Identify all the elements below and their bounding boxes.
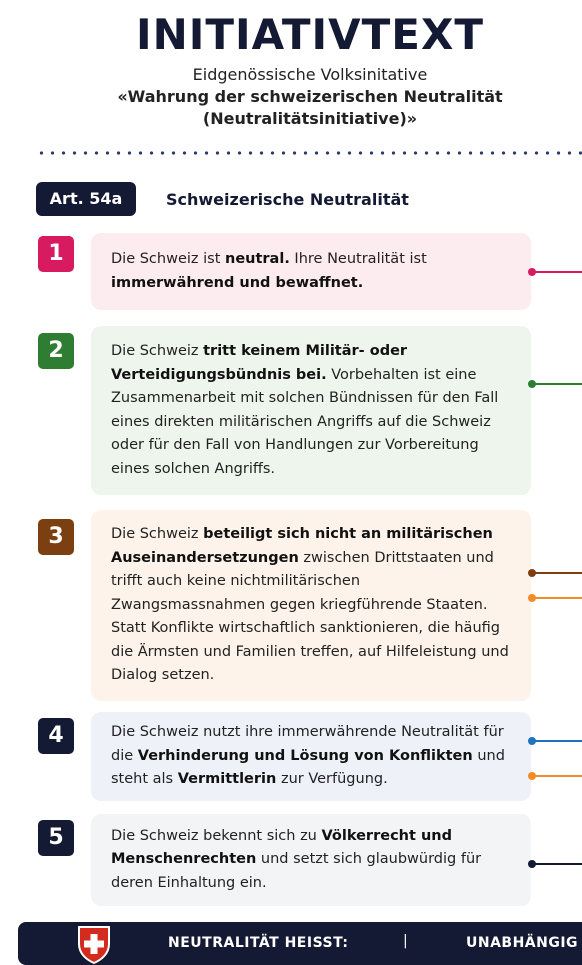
paragraph-text <box>111 340 517 481</box>
article-title: Schweizerische Neutralität <box>166 190 409 209</box>
subtitle-line-3: (Neutralitätsinitiative)» <box>202 109 418 128</box>
paragraph-text-segment: Vorbehalten ist eine Zusammenarbeit mit solchen Bündnissen für den Fall eines direkten militärischen Angriffs auf die Schweiz oder für den Fall von Handlungen zur Vorbereitung eines solchen Angriffs. <box>111 366 499 477</box>
connector-line-navy <box>532 863 582 865</box>
paragraph-text-bold: Völkerrecht und Menschenrechten <box>111 827 452 868</box>
paragraph-number-1: 1 <box>38 236 74 272</box>
paragraph-number-5: 5 <box>38 820 74 856</box>
connector-line-pink <box>532 271 582 273</box>
paragraph-text-segment: Die Schweiz ist <box>111 251 225 267</box>
paragraph-text <box>111 248 517 295</box>
paragraph-text <box>111 721 517 792</box>
paragraph-text-bold: tritt keinem Militär- oder Verteidigungsbündnis bei. <box>111 343 408 383</box>
dotted-divider <box>36 150 582 156</box>
subtitle <box>0 64 582 130</box>
swiss-shield-icon <box>76 924 112 964</box>
page-title: INITIATIVTEXT <box>135 10 485 59</box>
paragraph-number-2: 2 <box>38 333 74 369</box>
footer-next-item: UNABHÄNGIG <box>466 935 579 951</box>
connector-line-orange <box>532 597 582 599</box>
paragraph-card-3 <box>91 510 531 701</box>
paragraph-text <box>111 825 517 896</box>
paragraph-card-5 <box>91 814 531 906</box>
paragraph-text-bold: neutral. <box>225 251 290 267</box>
footer-separator: | <box>403 933 408 949</box>
paragraph-text-bold: Vermittlerin <box>177 771 277 788</box>
paragraph-text-segment: Die Schweiz <box>111 343 204 359</box>
paragraph-text-segment: Die Schweiz bekennt sich zu <box>111 827 322 844</box>
paragraph-text-segment: zwischen Drittstaaten und trifft auch keine nichtmilitärischen Zwangsmassnahmen gegen kriegführende Staaten. Statt Konflikte wirtschaftlich sanktionieren, die häufig die Ärmsten und Familien treffen, auf Hilfeleistung und Dialog setzen. <box>111 549 509 684</box>
connector-line-green <box>532 383 582 385</box>
subtitle-line-2: «Wahrung der schweizerischen Neutralität <box>117 87 503 106</box>
paragraph-card-2 <box>91 326 531 495</box>
paragraph-number-4: 4 <box>38 718 74 754</box>
paragraph-text-segment: Die Schweiz <box>111 526 204 543</box>
paragraph-card-1 <box>91 233 531 310</box>
paragraph-card-4 <box>91 712 531 801</box>
connector-line-brown <box>532 572 582 574</box>
paragraph-number-3: 3 <box>38 519 74 555</box>
paragraph-text-bold: Verhinderung und Lösung von Konflikten <box>137 747 473 764</box>
paragraph-text-bold: beteiligt sich nicht an militärischen Auseinandersetzungen <box>111 526 493 566</box>
paragraph-text-segment: und setzt sich glaubwürdig für deren Einhaltung ein. <box>111 851 482 891</box>
paragraph-text-segment: zur Verfügung. <box>276 771 388 788</box>
article-badge: Art. 54a <box>36 182 136 216</box>
paragraph-text-segment: und steht als <box>111 747 505 788</box>
paragraph-text-segment: Die Schweiz nutzt ihre immerwährende Neutralität für die <box>111 724 504 764</box>
paragraph-text-bold: immerwährend und bewaffnet. <box>111 274 364 291</box>
paragraph-text-segment: Ihre Neutralität ist <box>289 251 427 267</box>
paragraph-text <box>111 523 517 688</box>
connector-line-orange-2 <box>532 775 582 777</box>
footer-bar <box>18 922 582 965</box>
subtitle-line-1: Eidgenössische Volksinitative <box>192 65 428 84</box>
footer-label: NEUTRALITÄT HEISST: <box>168 935 349 951</box>
connector-line-blue <box>532 740 582 742</box>
